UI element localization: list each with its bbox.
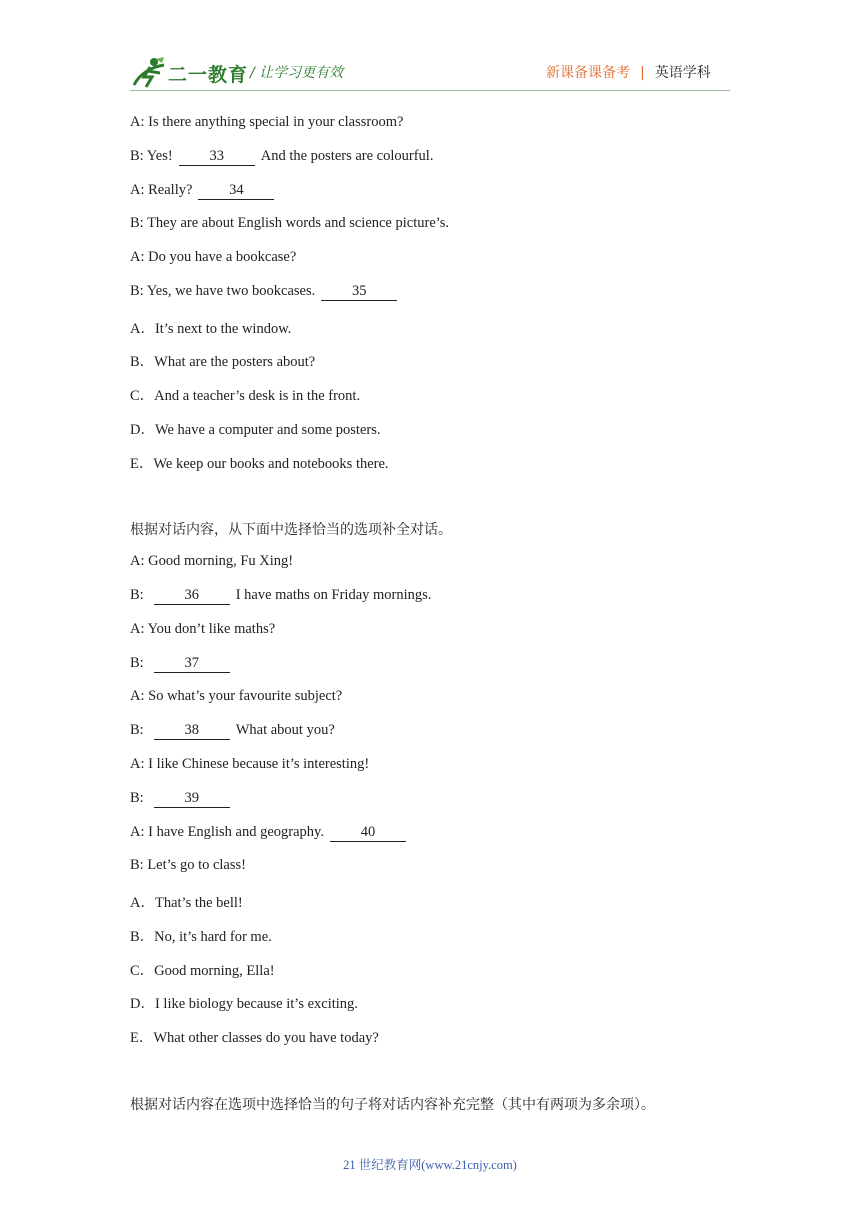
answer-blank-33[interactable]: 33	[179, 149, 255, 166]
dialogue-line	[130, 722, 335, 740]
section-instruction: 根据对话内容在选项中选择恰当的句子将对话内容补充完整（其中有两项为多余项）。	[130, 1097, 655, 1113]
dialogue-text: A: Really?	[130, 182, 193, 198]
option-c: C．Good morning, Ella!	[130, 963, 275, 979]
header-course: 新课备课备考	[546, 65, 630, 81]
answer-blank-40[interactable]: 40	[330, 825, 406, 842]
dialogue-text: B:	[130, 722, 144, 738]
option-b: B．What are the posters about?	[130, 354, 316, 370]
dialogue-text: B: Yes!	[130, 148, 173, 164]
answer-blank-37[interactable]: 37	[154, 656, 230, 673]
dialogue-line	[130, 148, 433, 166]
logo-text: 二一教育	[168, 64, 249, 86]
section-instruction: 根据对话内容，从下面中选择恰当的选项补全对话。	[130, 522, 452, 538]
page-header	[0, 0, 860, 100]
header-divider	[130, 90, 730, 91]
dialogue-line	[130, 182, 280, 200]
dialogue-line: B: They are about English words and science picture’s.	[130, 215, 450, 231]
dialogue-line	[130, 824, 412, 842]
answer-blank-34[interactable]: 34	[198, 183, 274, 200]
dialogue-text: I have maths on Friday mornings.	[235, 587, 432, 603]
dialogue-line: A: You don’t like maths?	[130, 621, 276, 637]
option-e: E．What other classes do you have today?	[130, 1030, 379, 1046]
option-b: B．No, it’s hard for me.	[130, 929, 272, 945]
dialogue-line	[130, 790, 236, 808]
option-d: D．We have a computer and some posters.	[130, 422, 381, 438]
header-slogan: / 让学习更有效	[250, 65, 344, 81]
dialogue-line: A: I like Chinese because it’s interesting!	[130, 756, 370, 772]
dialogue-text: What about you?	[235, 722, 335, 738]
dialogue-line: A: Is there anything special in your classroom?	[130, 114, 404, 130]
answer-blank-36[interactable]: 36	[154, 588, 230, 605]
dialogue-text: And the posters are colourful.	[260, 148, 434, 164]
dialogue-text: B:	[130, 790, 144, 806]
option-e: E．We keep our books and notebooks there.	[130, 456, 389, 472]
dialogue-line	[130, 655, 236, 673]
dialogue-line	[130, 283, 403, 301]
dialogue-text: B:	[130, 655, 144, 671]
dialogue-line	[130, 587, 431, 605]
page-footer: 21 世纪教育网(www.21cnjy.com)	[343, 1158, 517, 1172]
dialogue-text: A: I have English and geography.	[130, 824, 324, 840]
option-d: D．I like biology because it’s exciting.	[130, 996, 358, 1012]
header-separator: |	[640, 65, 645, 81]
dialogue-line: B: Let’s go to class!	[130, 857, 246, 873]
header-subject	[546, 62, 711, 82]
answer-blank-39[interactable]: 39	[154, 791, 230, 808]
dialogue-line: A: So what’s your favourite subject?	[130, 688, 343, 704]
option-a: A．That’s the bell!	[130, 895, 243, 911]
option-c: C．And a teacher’s desk is in the front.	[130, 388, 361, 404]
answer-blank-38[interactable]: 38	[154, 723, 230, 740]
dialogue-text: B:	[130, 587, 144, 603]
dialogue-line: A: Do you have a bookcase?	[130, 249, 297, 265]
answer-blank-35[interactable]: 35	[321, 284, 397, 301]
dialogue-line: A: Good morning, Fu Xing!	[130, 553, 294, 569]
header-subject-name: 英语学科	[654, 65, 711, 81]
dialogue-text: B: Yes, we have two bookcases.	[130, 283, 316, 299]
option-a: A．It’s next to the window.	[130, 321, 292, 337]
